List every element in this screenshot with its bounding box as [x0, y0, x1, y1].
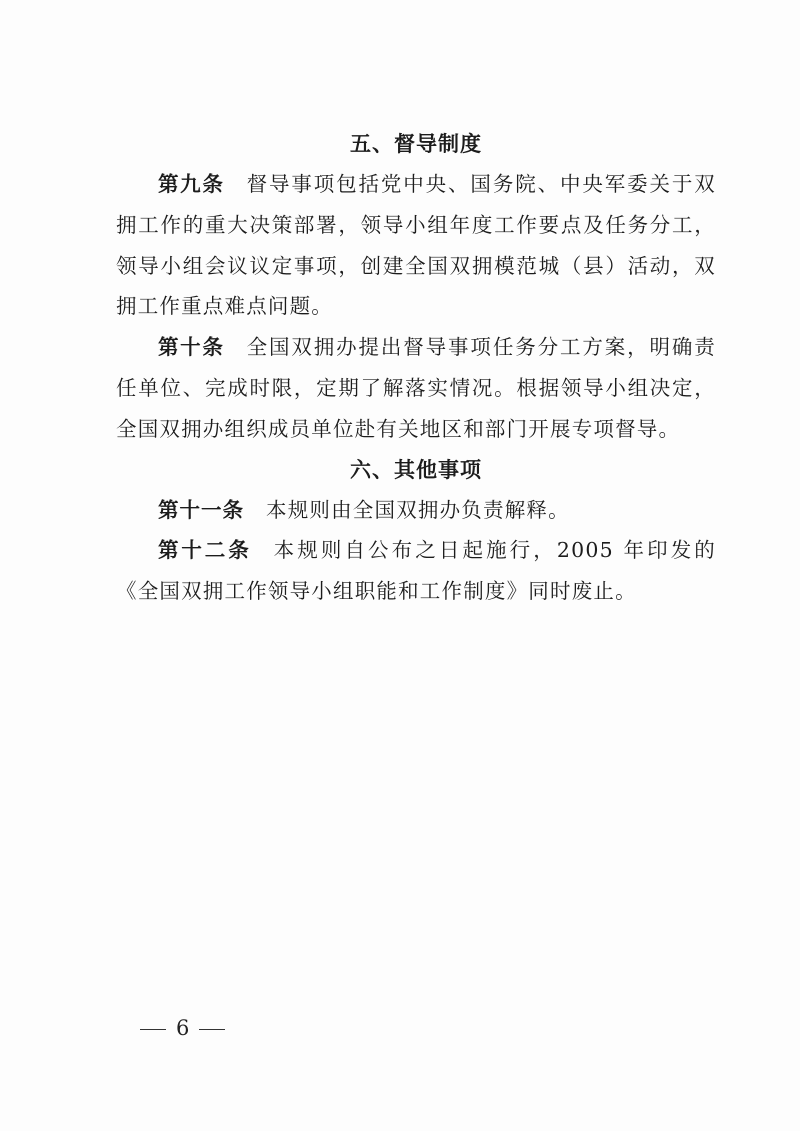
article-10-text: 全国双拥办提出督导事项任务分工方案，明确责任单位、完成时限，定期了解落实情况。根据领导小组决定，全国双拥办组织成员单位赴有关地区和部门开展专项督导。: [116, 335, 716, 441]
article-11-title: 第十一条: [158, 497, 244, 522]
article-12: [116, 530, 716, 612]
document-body: [116, 124, 716, 612]
article-10: [116, 327, 716, 449]
section-heading-other-matters: 六、其他事项: [350, 457, 482, 482]
page-number: 6: [176, 1016, 190, 1040]
section-heading-supervision: 五、督导制度: [350, 132, 482, 156]
left-dash-decoration: [140, 1029, 166, 1030]
article-9-text: 督导事项包括党中央、国务院、中央军委关于双拥工作的重大决策部署，领导小组年度工作要点及任务分工，领导小组会议议定事项，创建全国双拥模范城（县）活动，双拥工作重点难点问题。: [116, 172, 716, 319]
page-number-footer: [140, 1014, 225, 1042]
article-12-text: 本规则自公布之日起施行，2005 年印发的《全国双拥工作领导小组职能和工作制度》同时废止。: [116, 538, 716, 604]
article-11: [116, 490, 716, 531]
article-11-text: 本规则由全国双拥办负责解释。: [266, 497, 570, 522]
article-9: [116, 164, 716, 327]
article-9-title: 第九条: [158, 172, 225, 196]
right-dash-decoration: [199, 1029, 225, 1030]
article-10-title: 第十条: [158, 335, 225, 360]
article-12-title: 第十二条: [158, 538, 252, 563]
